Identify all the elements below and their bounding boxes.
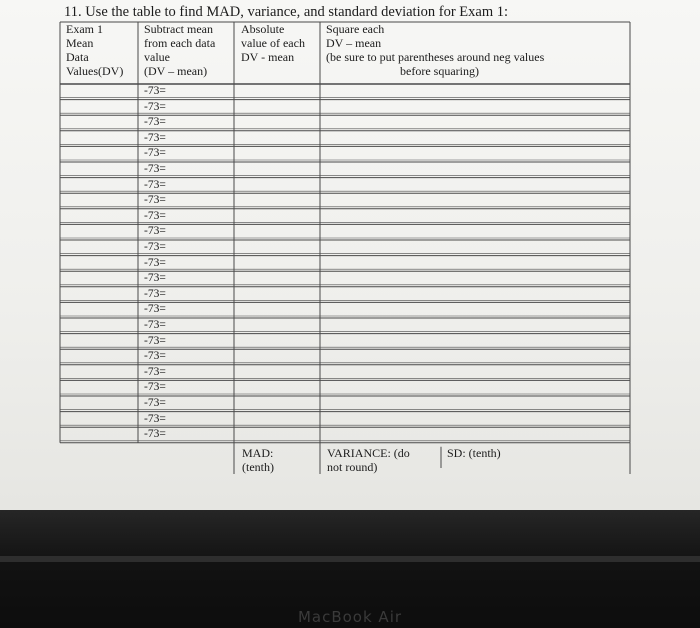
row-subtract-cell[interactable]: -73= xyxy=(144,256,166,269)
row-subtract-cell[interactable]: -73= xyxy=(144,163,166,175)
row-subtract-cell[interactable]: -73= xyxy=(144,209,166,222)
row-subtract-cell[interactable]: -73= xyxy=(144,131,166,144)
row-subtract-cell[interactable]: -73= xyxy=(144,147,166,160)
header-col1-line1: Exam 1 xyxy=(66,22,103,36)
row-subtract-cell[interactable]: -73= xyxy=(144,194,166,207)
row-subtract-cell[interactable]: -73= xyxy=(144,272,166,285)
row-subtract-cell[interactable]: -73= xyxy=(144,116,166,129)
mad-sublabel: (tenth) xyxy=(242,460,274,474)
row-subtract-cell[interactable]: -73= xyxy=(144,334,166,347)
header-col1-line3: Data xyxy=(66,50,89,64)
row-subtract-cell[interactable]: -73= xyxy=(144,350,166,363)
variance-cell[interactable] xyxy=(327,446,410,474)
header-col4-line2: DV – mean xyxy=(326,36,382,50)
header-col2-line1: Subtract mean xyxy=(144,22,213,36)
header-col4-line1: Square each xyxy=(326,22,385,36)
row-subtract-cell[interactable]: -73= xyxy=(144,303,166,316)
variance-sublabel: not round) xyxy=(327,460,378,474)
header-col4-line3: (be sure to put parentheses around neg values xyxy=(326,50,545,64)
row-subtract-cell[interactable]: -73= xyxy=(144,287,166,300)
variance-label: VARIANCE: (do xyxy=(327,446,410,460)
sd-cell[interactable] xyxy=(447,446,501,460)
row-subtract-cell[interactable]: -73= xyxy=(144,428,166,441)
worksheet-title: 11. Use the table to find MAD, variance, and standard deviation for Exam 1: xyxy=(64,4,508,20)
row-subtract-cell[interactable]: -73= xyxy=(144,397,166,409)
header-col4-line4: before squaring) xyxy=(400,64,479,78)
mad-label: MAD: xyxy=(242,446,274,460)
header-col3-line2: value of each xyxy=(241,36,305,50)
header-col2-line2: from each data xyxy=(144,36,216,50)
row-subtract-cell[interactable]: -73= xyxy=(144,225,166,238)
row-subtract-cell[interactable]: -73= xyxy=(144,85,166,97)
row-subtract-cell[interactable]: -73= xyxy=(144,381,166,394)
header-col1-line2: Mean xyxy=(66,36,94,50)
laptop-bezel-edge xyxy=(0,556,700,562)
laptop-brand-label: MacBook Air xyxy=(297,608,403,626)
mad-cell[interactable] xyxy=(242,446,274,474)
header-col3-line1: Absolute xyxy=(241,22,285,36)
header-col1-line4: Values(DV) xyxy=(66,64,124,78)
header-col2-line4: (DV – mean) xyxy=(144,64,208,78)
row-subtract-cell[interactable]: -73= xyxy=(144,319,166,331)
row-subtract-cell[interactable]: -73= xyxy=(144,365,166,378)
row-subtract-cell[interactable]: -73= xyxy=(144,178,166,191)
header-col3-line3: DV - mean xyxy=(241,50,295,64)
row-subtract-cell[interactable]: -73= xyxy=(144,412,166,425)
header-col2-line3: value xyxy=(144,50,170,64)
sd-label: SD: (tenth) xyxy=(447,446,501,460)
row-subtract-cell[interactable]: -73= xyxy=(144,100,166,113)
row-subtract-cell[interactable]: -73= xyxy=(144,241,166,253)
